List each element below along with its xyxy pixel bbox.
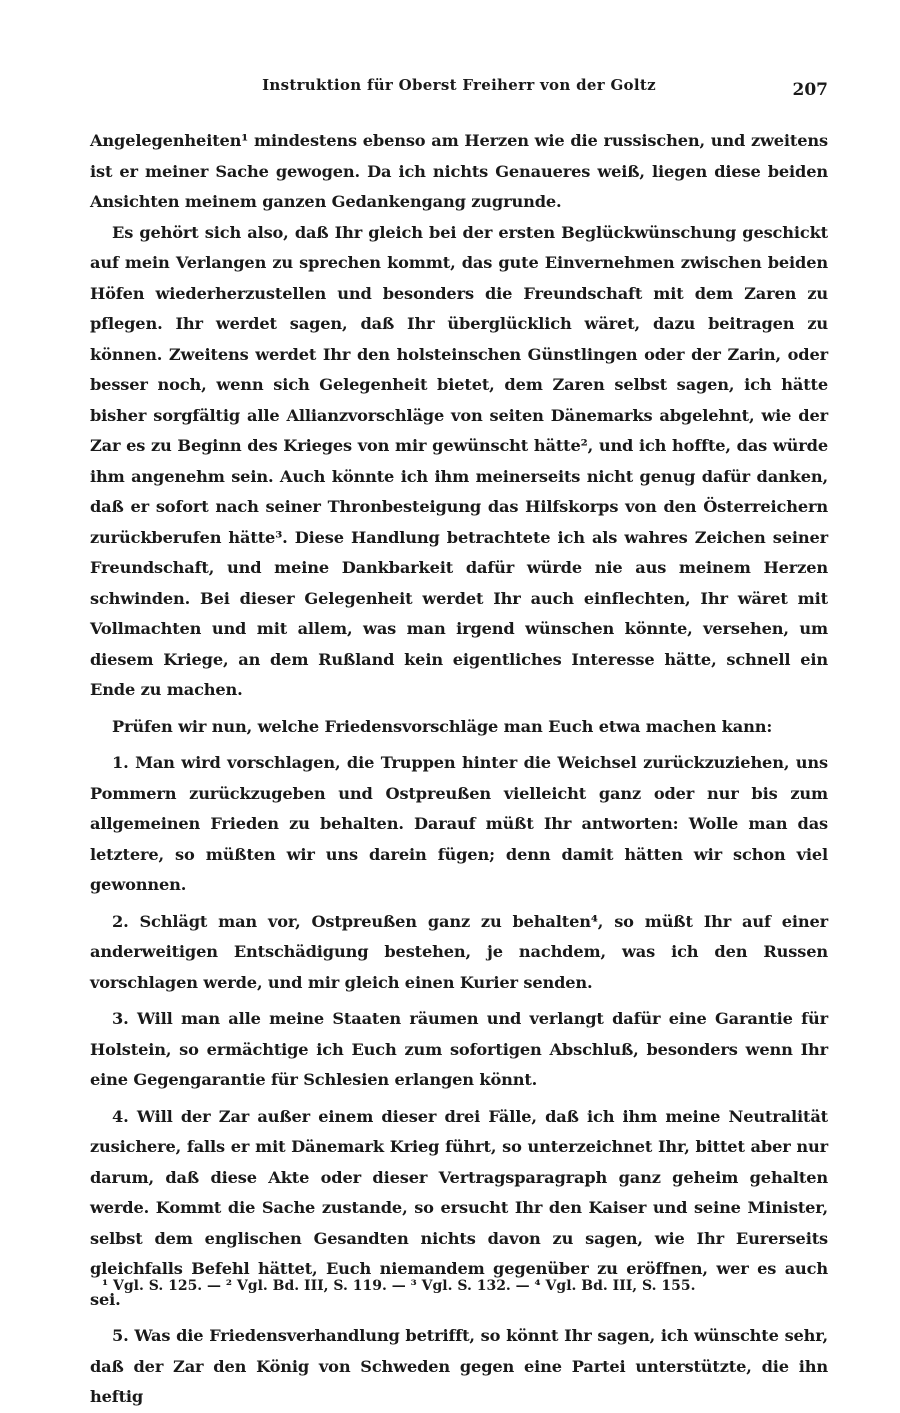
paragraph-proposal-3: 3. Will man alle meine Staaten räumen und verlangt dafür eine Garantie für Holstein, so ermächtige ich Euch zum sofortigen Abschluß, besonders wenn Ihr eine Gegengarantie für Schlesien erlangen könnt. [90,1009,828,1089]
paragraph-proposal-1: 1. Man wird vorschlagen, die Truppen hinter die Weichsel zurückzuziehen, uns Pommern zurückzugeben und Ostpreußen vielleicht ganz oder nur bis zum allgemeinen Frieden zu behalten. Darauf müßt Ihr antworten: Wolle man das letztere, so müßten wir uns darein fügen; denn damit hätten wir schon viel gewonnen. [90,753,828,894]
body-text [90,126,828,1413]
page-number: 207 [792,80,828,100]
paragraph-peace-proposals-intro: Prüfen wir nun, welche Friedensvorschläge man Euch etwa machen kann: [112,716,773,736]
page-header [90,76,828,106]
paragraph-proposal-4: 4. Will der Zar außer einem dieser drei Fälle, daß ich ihm meine Neutralität zusichere, falls er mit Dänemark Krieg führt, so unterzeichnet Ihr, bittet aber nur darum, daß diese Akte oder dieser Vertragsparagraph ganz geheim gehalten werde. Kommt die Sache zustande, so ersucht Ihr den Kaiser und seine Minister, selbst dem englischen Gesandten nichts davon zu sagen, wie Ihr Eurerseits gleichfalls Befehl hättet, Euch niemandem gegenüber zu eröffnen, wer es auch sei. [90,1106,828,1309]
running-title: Instruktion für Oberst Freiherr von der Goltz [262,76,656,94]
paragraph-proposal-2: 2. Schlägt man vor, Ostpreußen ganz zu behalten⁴, so müßt Ihr auf einer anderweitigen Entschädigung bestehen, je nachdem, was ich den Russen vorschlagen werde, und mir gleich einen Kurier senden. [90,911,828,992]
paragraph-continuation: Angelegenheiten¹ mindestens ebenso am Herzen wie die russischen, und zweitens ist er meiner Sache gewogen. Da ich nichts Genaueres weiß, liegen diese beiden Ansichten meinem ganzen Gedankengang zugrunde. [90,131,828,211]
paragraph-proposal-5: 5. Was die Friedensverhandlung betrifft, so könnt Ihr sagen, ich wünschte sehr, daß der Zar den König von Schweden gegen eine Partei unterstützte, die ihn heftig [90,1326,828,1406]
footnotes: ¹ Vgl. S. 125. — ² Vgl. Bd. III, S. 119. — ³ Vgl. S. 132. — ⁴ Vgl. Bd. III, S. 155. [102,1278,696,1294]
paragraph-instructions: Es gehört sich also, daß Ihr gleich bei der ersten Beglückwünschung geschickt auf mein Verlangen zu sprechen kommt, das gute Einvernehmen zwischen beiden Höfen wiederherzustellen und besonders die Freundschaft mit dem Zaren zu pflegen. Ihr werdet sagen, daß Ihr überglücklich wäret, dazu beitragen zu können. Zweitens werdet Ihr den holsteinschen Günstlingen oder der Zarin, oder besser noch, wenn sich Gelegenheit bietet, dem Zaren selbst sagen, ich hätte bisher sorgfältig alle Allianzvorschläge von seiten Dänemarks abgelehnt, wie der Zar es zu Beginn des Krieges von mir gewünscht hätte², und ich hoffte, das würde ihm angenehm sein. Auch könnte ich ihm meinerseits nicht genug dafür danken, daß er sofort nach seiner Thronbesteigung das Hilfskorps von den Österreichern zurückberufen hätte³. Diese Handlung betrachtete ich als wahres Zeichen seiner Freundschaft, und meine Dankbarkeit dafür würde nie aus meinem Herzen schwinden. Bei dieser Gelegenheit werdet Ihr auch einflechten, Ihr wäret mit Vollmachten und mit allem, was man irgend wünschen könnte, versehen, um diesem Kriege, an dem Rußland kein eigentliches Interesse hätte, schnell ein Ende zu machen. [90,222,828,699]
